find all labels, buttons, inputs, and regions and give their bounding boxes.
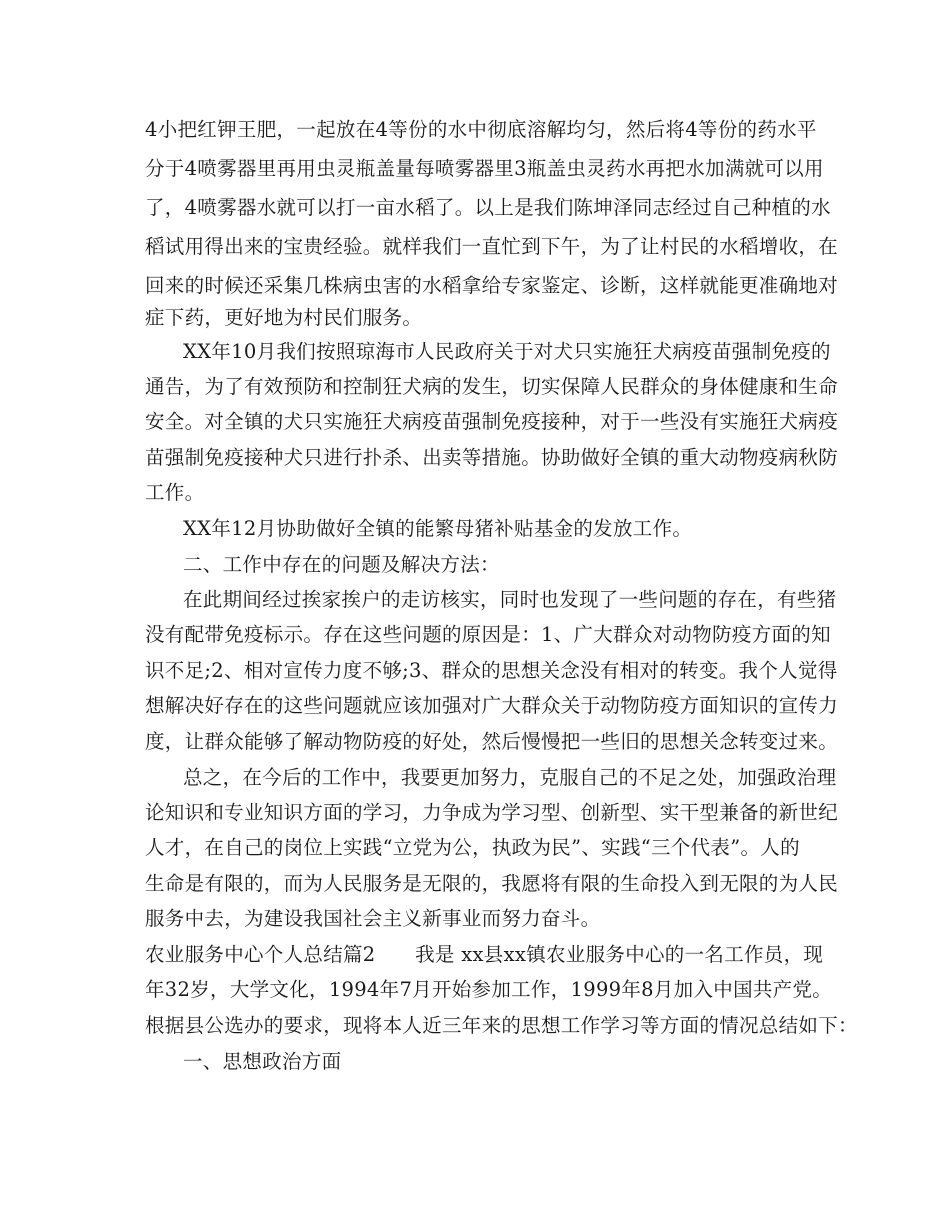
text-line: 服务中去，为建设我国社会主义新事业而努力奋斗。 <box>145 907 601 930</box>
text-line: 回来的时候还采集几株病虫害的水稻拿给专家鉴定、诊断，这样就能更准确地对 <box>145 274 839 297</box>
text-line: 度，让群众能够了解动物防疫的好处，然后慢慢把一些旧的思想关念转变过来。 <box>145 730 839 753</box>
text-line: 了，4喷雾器水就可以打一亩水稻了。以上是我们陈坤泽同志经过自己种植的水 <box>145 196 831 219</box>
text-line: 苗强制免疫接种犬只进行扑杀、出卖等措施。协助做好全镇的重大动物疫病秋防 <box>145 446 839 469</box>
text-line: 安全。对全镇的犬只实施狂犬病疫苗强制免疫接种，对于一些没有实施狂犬病疫 <box>145 410 839 433</box>
paragraph-start: 总之，在今后的工作中，我要更加努力，克服自己的不足之处，加强政治理 <box>183 766 837 789</box>
text-line: 根据县公选办的要求，现将本人近三年来的思想工作学习等方面的情况总结如下： <box>145 1014 858 1037</box>
text-line: 论知识和专业知识方面的学习，力争成为学习型、创新型、实干型兼备的新世纪 <box>145 801 839 824</box>
text-line: 识不足;2、相对宣传力度不够;3、群众的思想关念没有相对的转变。我个人觉得 <box>145 659 838 682</box>
text-line: 人才，在自己的岗位上实践“立党为公，执政为民”、实践“三个代表”。人的 <box>145 836 800 859</box>
text-line: 通告，为了有效预防和控制狂犬病的发生，切实保障人民群众的身体健康和生命 <box>145 375 839 398</box>
text-line: 4小把红钾王肥，一起放在4等份的水中彻底溶解均匀，然后将4等份的药水平 <box>145 118 817 141</box>
section-heading: 二、工作中存在的问题及解决方法： <box>183 553 500 576</box>
text-line: 没有配带免疫标示。存在这些问题的原因是：1、广大群众对动物防疫方面的知 <box>145 623 831 646</box>
text-line: 稻试用得出来的宝贵经验。就样我们一直忙到下午，为了让村民的水稻增收，在 <box>145 235 839 258</box>
text-line: 症下药，更好地为村民们服务。 <box>145 306 423 329</box>
text-line: 生命是有限的，而为人民服务是无限的，我愿将有限的生命投入到无限的为人民 <box>145 872 839 895</box>
section-heading: 一、思想政治方面 <box>183 1050 342 1073</box>
paragraph-start: XX年10月我们按照琼海市人民政府关于对犬只实施狂犬病疫苗强制免疫的 <box>183 340 831 363</box>
paragraph-start: 在此期间经过挨家挨户的走访核实，同时也发现了一些问题的存在，有些猪 <box>183 588 837 611</box>
text-line: 工作。 <box>145 481 205 504</box>
paragraph-start: XX年12月协助做好全镇的能繁母猪补贴基金的发放工作。 <box>183 517 693 540</box>
article-heading-line: 农业服务中心个人总结篇2 我是 xx县xx镇农业服务中心的一名工作员，现 <box>145 943 824 966</box>
text-line: 分于4喷雾器里再用虫灵瓶盖量每喷雾器里3瓶盖虫灵药水再把水加满就可以用 <box>145 157 824 180</box>
text-line: 年32岁，大学文化，1994年7月开始参加工作，1999年8月加入中国共产党。 <box>145 978 833 1001</box>
text-line: 想解决好存在的这些问题就应该加强对广大群众关于动物防疫方面知识的宣传力 <box>145 694 839 717</box>
